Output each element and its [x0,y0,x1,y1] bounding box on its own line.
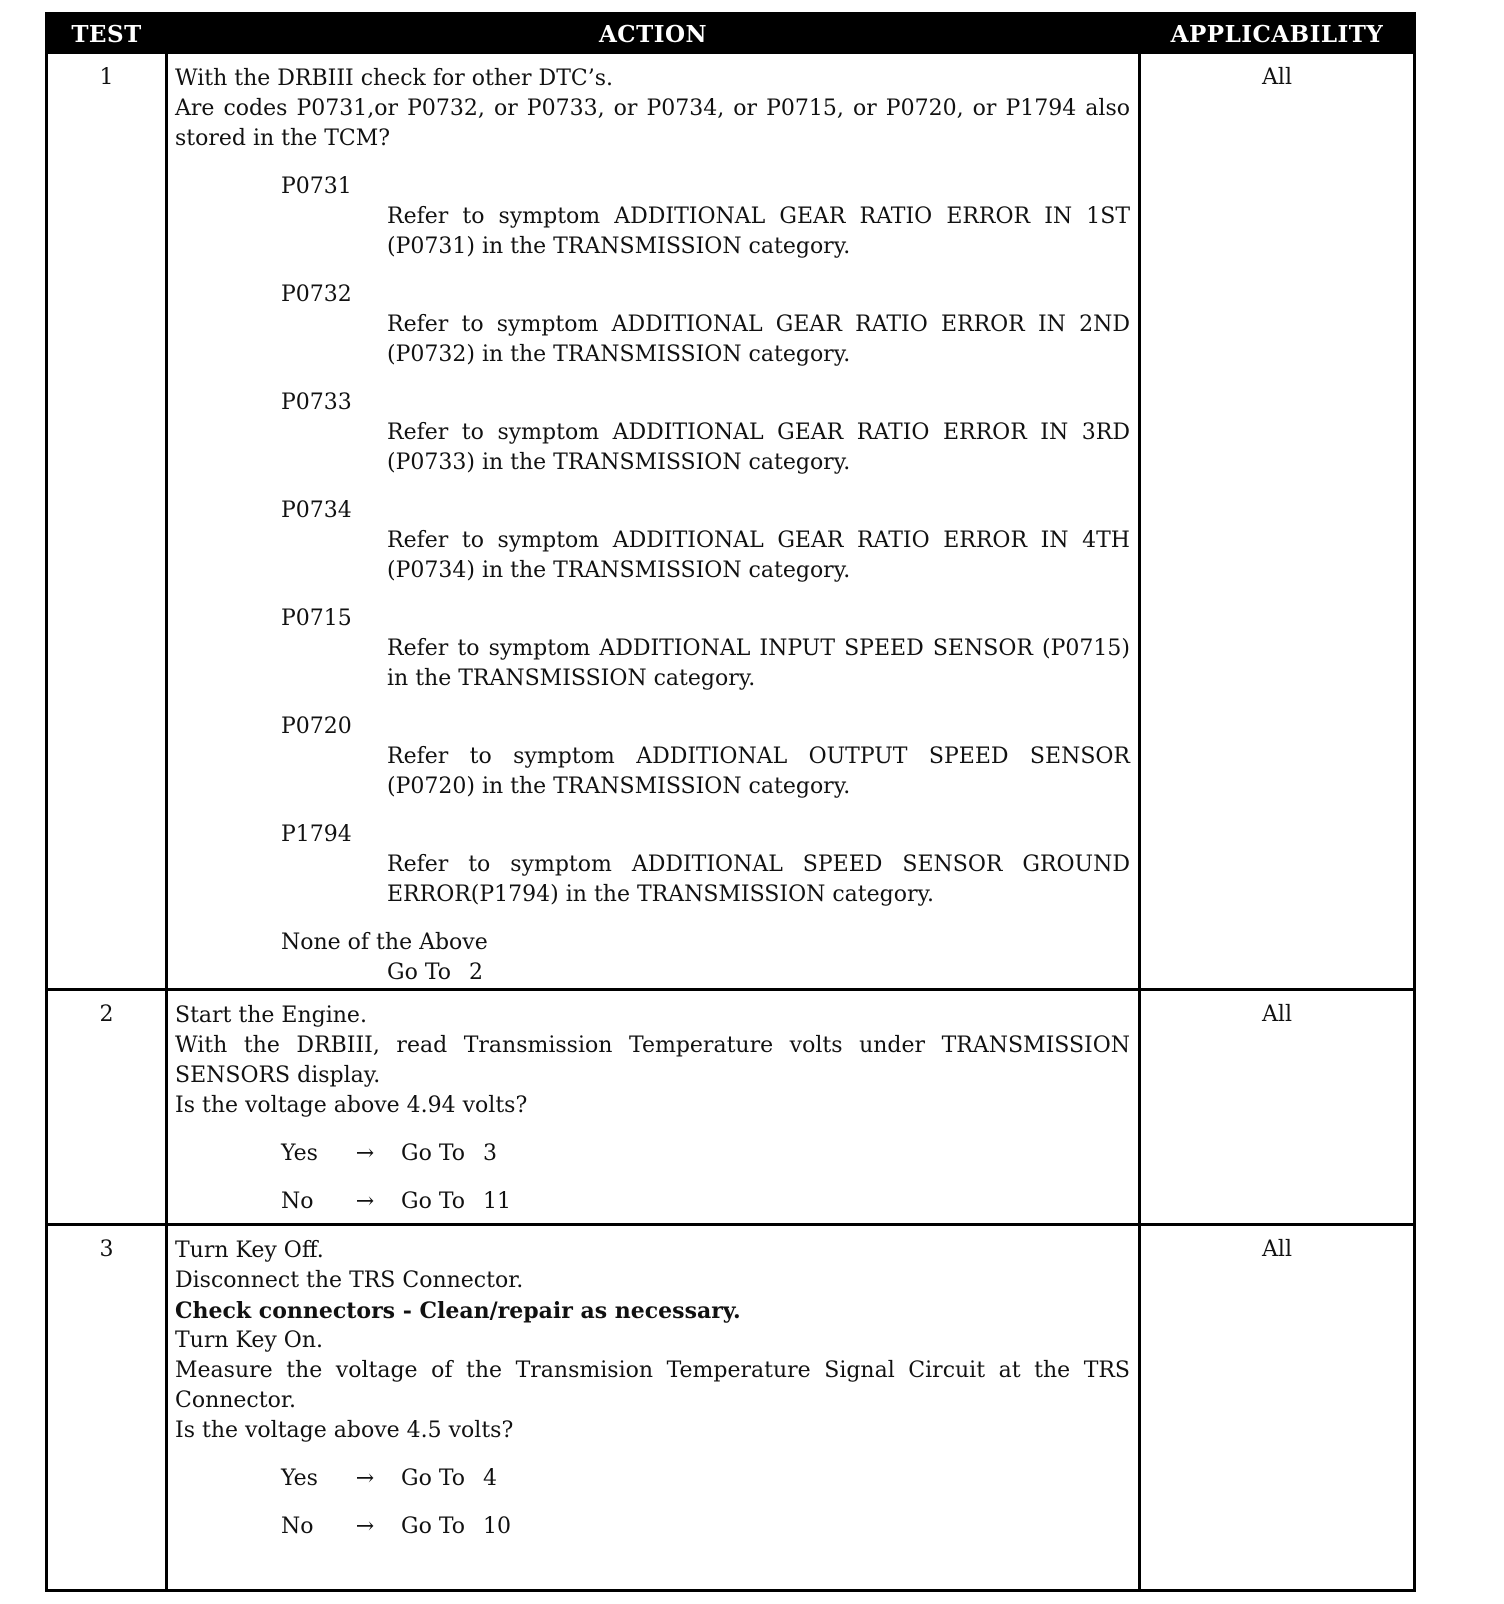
dtc-code: P0731 [281,174,352,199]
goto-label: Go To [401,1189,466,1214]
action-line: With the DRBIII check for other DTC’s. [175,66,613,91]
test-number: 1 [99,65,114,90]
none-of-above-label: None of the Above [281,930,488,955]
action-cell [175,1001,1130,1217]
arrow-icon: → [355,1141,375,1166]
no-branch [175,1512,1130,1542]
dtc-reference: Refer to symptom ADDITIONAL GEAR RATIO ERROR IN 4TH (P0734) in the TRANSMISSION category. [387,528,1130,583]
table-row-test-2 [48,991,1413,1223]
dtc-code: P0720 [281,714,352,739]
action-line: Disconnect the TRS Connector. [175,1268,524,1293]
dtc-reference: Refer to symptom ADDITIONAL SPEED SENSOR GROUND ERROR(P1794) in the TRANSMISSION category. [387,852,1130,907]
goto-step [175,958,1130,988]
goto-number: 2 [469,960,484,985]
action-line: With the DRBIII, read Transmission Temperature volts under TRANSMISSION SENSORS display. [175,1033,1130,1088]
action-line: Measure the voltage of the Transmision Temperature Signal Circuit at the TRS Connector. [175,1358,1130,1413]
applicability-value: All [1262,1002,1292,1027]
action-line: Turn Key Off. [175,1238,324,1263]
dtc-reference: Refer to symptom ADDITIONAL GEAR RATIO ERROR IN 2ND (P0732) in the TRANSMISSION category. [387,312,1130,367]
diagnostic-test-table [45,12,1416,1592]
no-label: No [281,1189,314,1214]
yes-branch [175,1139,1130,1169]
action-cell [175,1236,1130,1542]
action-line-bold: Check connectors - Clean/repair as necessary. [175,1298,741,1324]
applicability-value: All [1262,1237,1292,1262]
goto-number: 11 [483,1189,512,1214]
dtc-reference: Refer to symptom ADDITIONAL INPUT SPEED SENSOR (P0715) in the TRANSMISSION category. [387,636,1130,691]
dtc-reference: Refer to symptom ADDITIONAL GEAR RATIO ERROR IN 1ST (P0731) in the TRANSMISSION category. [387,204,1130,259]
dtc-reference: Refer to symptom ADDITIONAL GEAR RATIO ERROR IN 3RD (P0733) in the TRANSMISSION category. [387,420,1130,475]
action-line: Is the voltage above 4.5 volts? [175,1418,514,1443]
header-applicability: APPLICABILITY [1170,21,1384,48]
arrow-icon: → [355,1189,375,1214]
yes-label: Yes [281,1141,318,1166]
dtc-reference: Refer to symptom ADDITIONAL OUTPUT SPEED SENSOR (P0720) in the TRANSMISSION category. [387,744,1130,799]
table-row-test-3 [48,1226,1413,1589]
no-label: No [281,1514,314,1539]
dtc-code: P0733 [281,390,352,415]
applicability-value: All [1262,65,1292,90]
dtc-code: P1794 [281,822,352,847]
dtc-code: P0734 [281,498,352,523]
goto-label: Go To [387,960,452,985]
goto-number: 3 [483,1141,498,1166]
no-branch [175,1187,1130,1217]
action-line: Is the voltage above 4.94 volts? [175,1093,528,1118]
action-line: Start the Engine. [175,1003,367,1028]
arrow-icon: → [355,1466,375,1491]
dtc-code: P0732 [281,282,352,307]
arrow-icon: → [355,1514,375,1539]
test-number: 3 [99,1237,114,1262]
goto-label: Go To [401,1514,466,1539]
table-row-test-1 [48,54,1413,988]
action-cell [175,64,1130,988]
goto-label: Go To [401,1141,466,1166]
action-line: Turn Key On. [175,1328,324,1353]
dtc-code: P0715 [281,606,352,631]
yes-branch [175,1464,1130,1494]
yes-label: Yes [281,1466,318,1491]
table-header [48,15,1413,54]
action-line: Are codes P0731,or P0732, or P0733, or P0734, or P0715, or P0720, or P1794 also stored in the TCM? [175,96,1130,151]
test-number: 2 [99,1002,114,1027]
goto-label: Go To [401,1466,466,1491]
header-test: TEST [71,21,142,48]
goto-number: 4 [483,1466,498,1491]
goto-number: 10 [483,1514,512,1539]
header-action: ACTION [598,21,708,48]
